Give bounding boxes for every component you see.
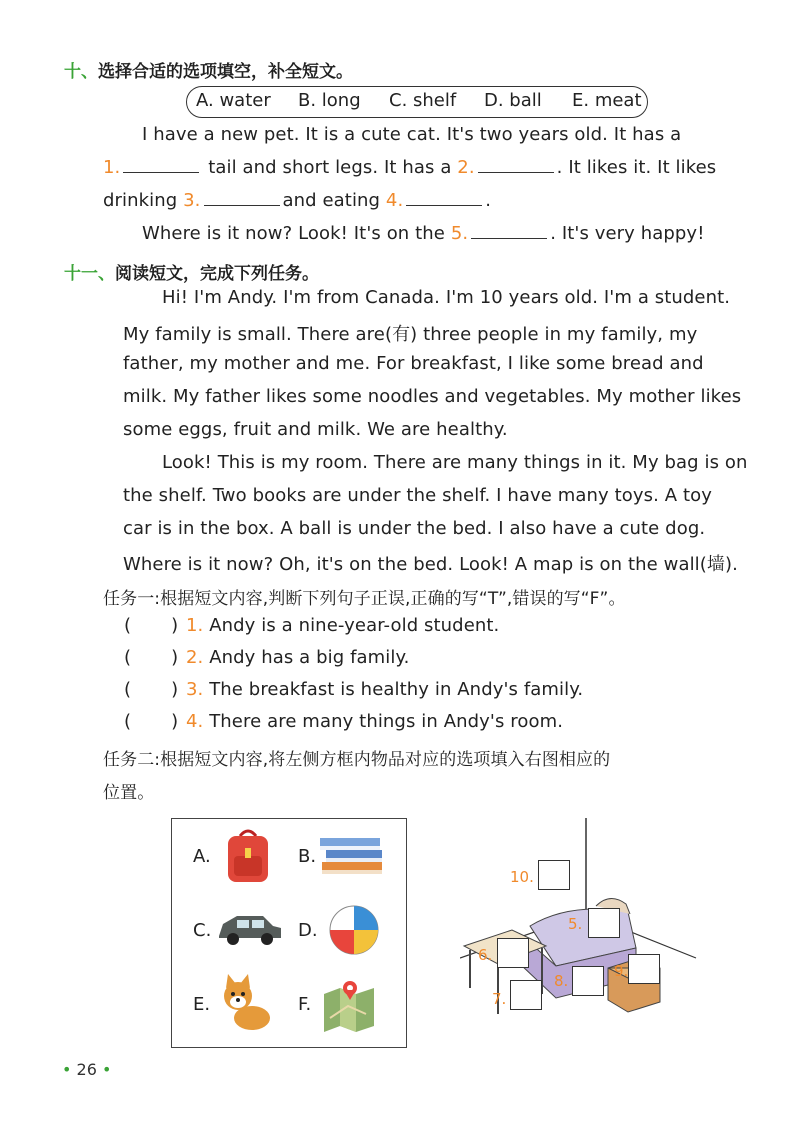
task1-title: 任务一:根据短文内容,判断下列句子正误,正确的写“T”,错误的写“F”。 (103, 589, 626, 609)
answer-bracket-3[interactable]: ( ) (124, 679, 179, 700)
option-b: B. long (298, 90, 361, 111)
para2-line-2: the shelf. Two books are under the shelf. I have many toys. A toy (123, 485, 712, 506)
task1-item-2 (186, 647, 410, 668)
answer-box-7[interactable] (510, 980, 542, 1010)
para2-line-1: Look! This is my room. There are many things in it. My bag is on (162, 452, 748, 473)
blank-5[interactable] (471, 224, 547, 239)
answer-bracket-1[interactable]: ( ) (124, 615, 179, 636)
blank-2[interactable] (478, 158, 554, 173)
blank-number-4: 4. (385, 190, 404, 211)
blank-number-1: 1. (103, 157, 121, 178)
picture-number-9: 9. (614, 962, 629, 980)
para1-line-1: Hi! I'm Andy. I'm from Canada. I'm 10 years old. I'm a student. (162, 287, 731, 308)
text-segment: . It likes it. It likes (556, 157, 717, 178)
footer-dot-icon: • (101, 1060, 112, 1079)
page-number: 26 (76, 1060, 97, 1079)
answer-box-10[interactable] (538, 860, 570, 890)
para1-line-4: milk. My father likes some noodles and vegetables. My mother likes (123, 386, 742, 407)
backpack-icon (218, 826, 278, 886)
picture-number-6: 6. (478, 946, 493, 964)
toy-car-icon (215, 912, 285, 948)
section-10-title: 选择合适的选项填空，补全短文。 (98, 62, 353, 82)
blank-number-3: 3. (183, 190, 201, 211)
page-footer (62, 1060, 111, 1079)
item-number: 1. (186, 615, 204, 636)
text-segment: and eating (282, 190, 381, 211)
map-icon (320, 978, 378, 1032)
passage-10-line-1: I have a new pet. It is a cute cat. It's two years old. It has a (142, 124, 682, 145)
item-label-e: E. (193, 994, 211, 1015)
ball-icon (328, 904, 380, 956)
item-label-b: B. (298, 846, 317, 867)
picture-number-10: 10. (510, 868, 534, 886)
item-label-c: C. (193, 920, 212, 941)
footer-dot-icon: • (62, 1060, 72, 1079)
item-number: 3. (186, 679, 204, 700)
para1-line-3: father, my mother and me. For breakfast, I like some bread and (123, 353, 704, 374)
option-a: A. water (196, 90, 271, 111)
item-text: Andy has a big family. (209, 647, 410, 668)
picture-number-8: 8. (554, 972, 569, 990)
option-e: E. meat (572, 90, 642, 111)
item-text: Andy is a nine-year-old student. (209, 615, 500, 636)
task1-item-4 (186, 711, 563, 732)
item-label-d: D. (298, 920, 318, 941)
section-11-title: 阅读短文，完成下列任务。 (115, 264, 319, 284)
passage-10-line-2 (103, 157, 716, 178)
para1-line-2: My family is small. There are(有) three people in my family, my (123, 324, 698, 345)
blank-number-5: 5. (450, 223, 469, 244)
text-segment: Where is it now? Look! It's on the (142, 223, 445, 244)
answer-box-9[interactable] (628, 954, 660, 984)
item-text: There are many things in Andy's room. (209, 711, 564, 732)
section-11-heading (64, 259, 319, 284)
section-11-number: 十一、 (64, 264, 115, 284)
task1-item-3 (186, 679, 583, 700)
text-segment: tail and short legs. It has a (208, 157, 452, 178)
answer-bracket-2[interactable]: ( ) (124, 647, 179, 668)
passage-10-line-4 (142, 223, 705, 244)
answer-box-6[interactable] (497, 938, 529, 968)
task2-title-line-2: 位置。 (103, 783, 155, 803)
text-segment: . It's very happy! (550, 223, 705, 244)
picture-number-7: 7. (492, 990, 507, 1008)
books-icon (318, 834, 388, 878)
section-10-heading (64, 57, 353, 82)
item-number: 4. (186, 711, 204, 732)
para2-line-3: car is in the box. A ball is under the bed. I also have a cute dog. (123, 518, 706, 539)
item-label-f: F. (298, 994, 312, 1015)
item-label-a: A. (193, 846, 211, 867)
answer-box-5[interactable] (588, 908, 620, 938)
option-d: D. ball (484, 90, 542, 111)
blank-3[interactable] (204, 191, 280, 206)
para1-line-5: some eggs, fruit and milk. We are healthy. (123, 419, 508, 440)
answer-bracket-4[interactable]: ( ) (124, 711, 179, 732)
blank-1[interactable] (123, 158, 199, 173)
item-number: 2. (186, 647, 204, 668)
blank-4[interactable] (406, 191, 482, 206)
dog-icon (218, 972, 276, 1034)
task1-item-1 (186, 615, 499, 636)
option-c: C. shelf (389, 90, 457, 111)
task2-title-line-1: 任务二:根据短文内容,将左侧方框内物品对应的选项填入右图相应的 (103, 750, 611, 770)
text-segment: drinking (103, 190, 178, 211)
section-10-number: 十、 (64, 62, 98, 82)
text-segment: . (485, 190, 492, 211)
item-text: The breakfast is healthy in Andy's family. (209, 679, 584, 700)
picture-number-5: 5. (568, 915, 583, 933)
answer-box-8[interactable] (572, 966, 604, 996)
para2-line-4: Where is it now? Oh, it's on the bed. Look! A map is on the wall(墙). (123, 554, 738, 575)
blank-number-2: 2. (457, 157, 475, 178)
passage-10-line-3 (103, 190, 491, 211)
